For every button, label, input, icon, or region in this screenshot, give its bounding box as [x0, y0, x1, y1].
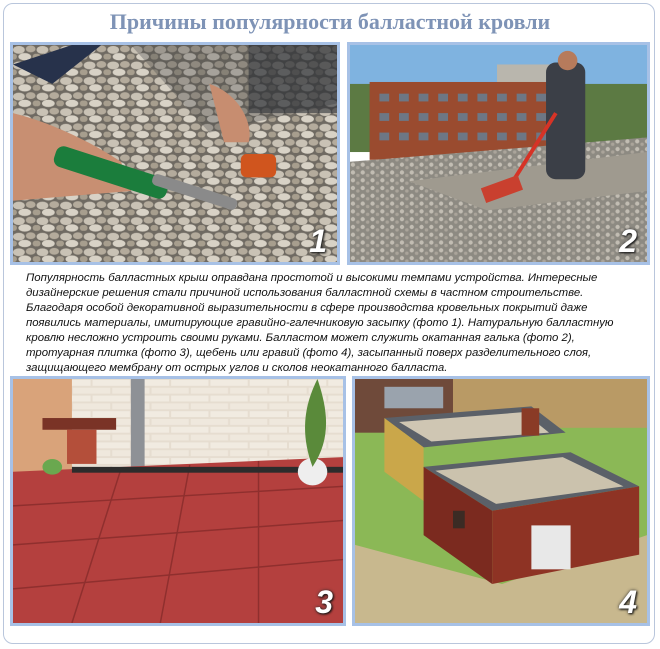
- photo-2-image: [350, 45, 647, 262]
- photo-4: [352, 376, 650, 626]
- photo-1-image: [13, 45, 337, 262]
- photo-1: [10, 42, 340, 265]
- photo-4-number: 4: [619, 584, 637, 620]
- caption-line: Популярность балластных крыш оправдана простотой и высокими темпами устройства. Интересные: [26, 272, 598, 284]
- photo-3-image: [13, 379, 343, 623]
- caption-line: защищающего мембрану от острых углов и сколов неокатанного балласта.: [26, 362, 448, 374]
- caption-text: [26, 271, 638, 376]
- photo-3-number: 3: [315, 584, 333, 620]
- photo-4-image: [355, 379, 647, 623]
- caption-line: Благодаря особой декоративной выразительности в сфере производства кровельных покрытий даже: [26, 302, 588, 314]
- caption-line: тротуарная плитка (фото 3), щебень или гравий (фото 4), засыпанный поверх разделительного слоя,: [26, 347, 592, 359]
- caption-line: дизайнерские решения стали причиной использования балластной схемы в частном строительстве.: [26, 287, 584, 299]
- caption-line: появились материалы, имитирующие гравийно-галечниковую засыпку (фото 1). Натуральную балластную: [26, 317, 614, 329]
- photo-1-number: 1: [309, 223, 327, 259]
- photo-3: [10, 376, 346, 626]
- page-title: Причины популярности балластной кровли: [109, 9, 551, 34]
- photo-2: [347, 42, 650, 265]
- photo-2-number: 2: [619, 223, 637, 259]
- caption-line: кровлю несложно устроить своими руками. Балластом может служить окатанная галька (фото 2),: [26, 332, 575, 344]
